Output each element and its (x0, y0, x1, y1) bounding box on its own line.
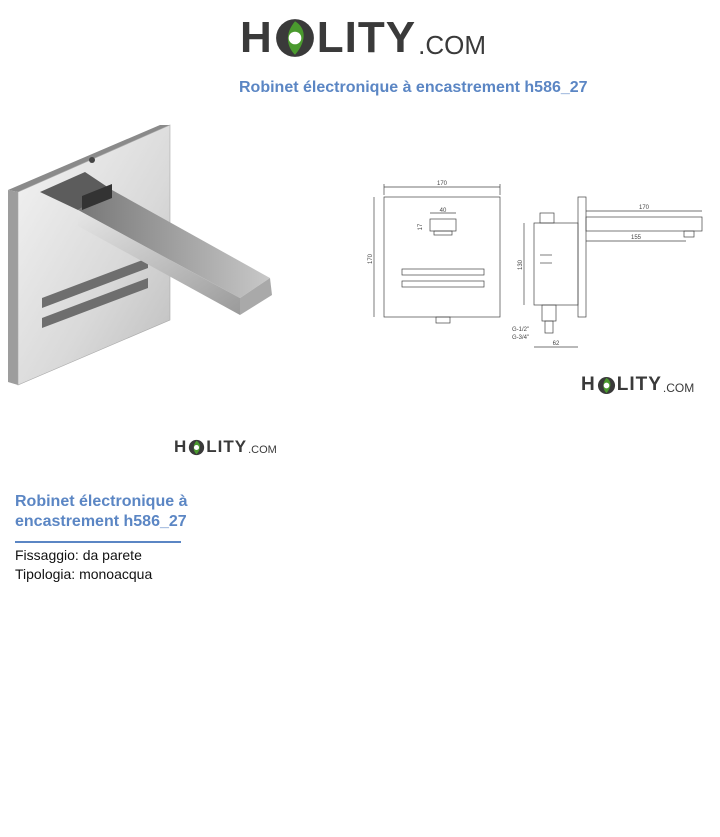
title-divider (15, 541, 181, 543)
logo-dot-com: .COM (662, 381, 695, 395)
spec-fissaggio: Fissaggio: da parete (15, 547, 142, 563)
spec-tipologia: Tipologia: monoacqua (15, 566, 153, 582)
logo-letters-lity: LITY (206, 437, 248, 456)
logo-letter-h: H (240, 13, 273, 62)
dim-body-depth: 62 (552, 341, 560, 347)
holity-logo[interactable] (240, 14, 486, 62)
logo-o-leaf-icon (188, 439, 205, 456)
logo-letter-h: H (174, 437, 188, 456)
page-title: Robinet électronique à encastrement h586_27 (239, 79, 588, 96)
logo-letters-lity: LITY (616, 374, 662, 395)
dim-body-height: 130 (518, 259, 524, 271)
holity-logo-drawing (581, 373, 694, 397)
logo-letter-h: H (581, 374, 596, 395)
logo-letters-lity: LITY (316, 13, 417, 62)
technical-drawing (362, 175, 712, 360)
logo-dot-com: .COM (248, 443, 277, 456)
dim-front-width: 170 (436, 181, 448, 187)
product-title: Robinet électronique à encastrement h586_27 (15, 493, 188, 530)
dim-sensor-width: 40 (439, 208, 447, 214)
dim-sensor-height: 17 (418, 223, 424, 231)
dim-front-height: 170 (368, 253, 374, 265)
product-photo (0, 120, 290, 400)
dim-thread-2: G-3/4" (512, 335, 530, 341)
logo-dot-com: .COM (418, 29, 486, 60)
dim-spout-length: 170 (638, 205, 650, 211)
logo-o-leaf-icon (274, 17, 316, 59)
dim-spout-projection: 155 (630, 235, 642, 241)
dim-thread-1: G-1/2" (512, 327, 530, 333)
holity-logo-photo (174, 436, 277, 458)
logo-o-leaf-icon (597, 376, 616, 395)
